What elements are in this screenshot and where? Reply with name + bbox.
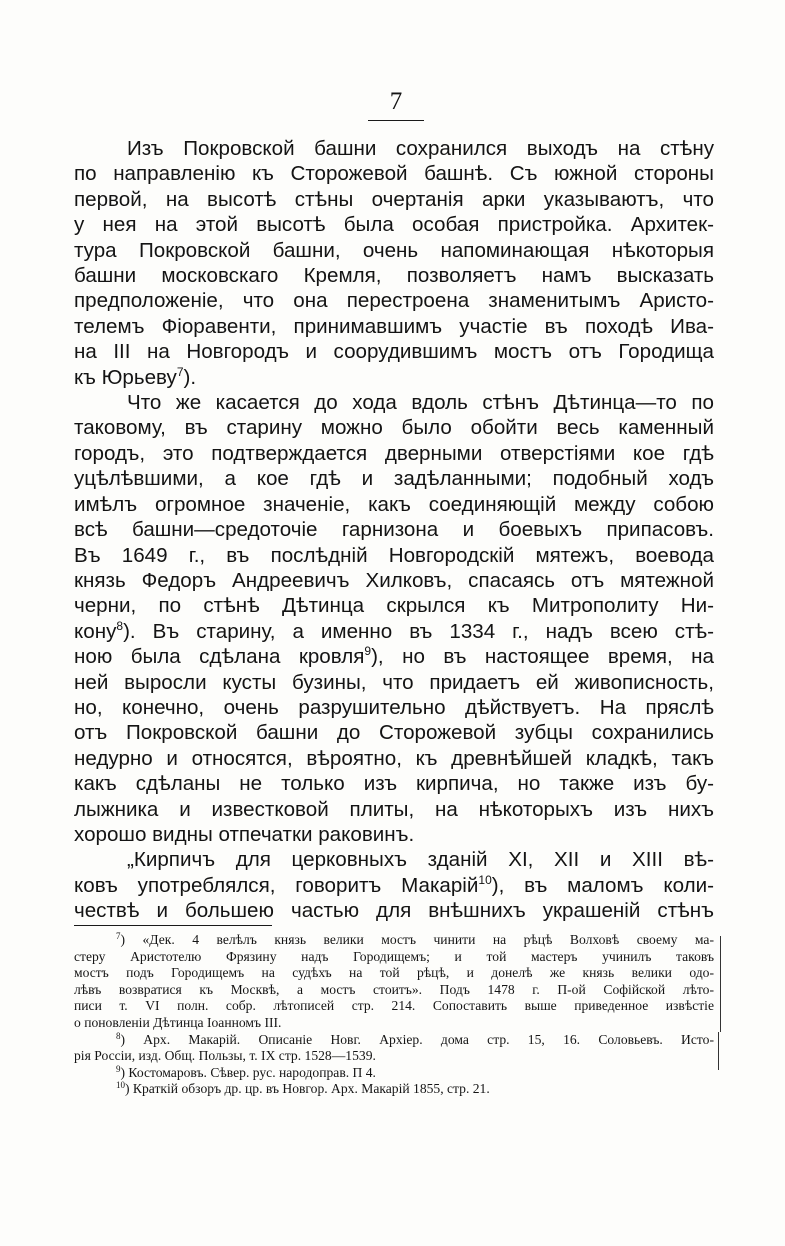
- paragraph-2: [74, 390, 714, 847]
- text-line: какъ сдѣланы не только изъ кирпича, но также изъ бу-: [74, 772, 714, 796]
- footnote-reference: 10: [478, 872, 492, 887]
- margin-mark: [720, 936, 721, 1032]
- footnote-marker: 9: [116, 1063, 121, 1074]
- text-fragment: ), но въ настоящее время, на: [371, 645, 714, 669]
- text-fragment: ) Арх. Макарій. Описаніе Новг. Архіер. дома стр. 15, 16. Соловьевъ. Исто-: [120, 1031, 714, 1047]
- text-line: [74, 873, 714, 898]
- footnote-line: писи т. VI полн. собр. лѣтописей стр. 214. Сопоставить выше приведенное извѣстіе: [74, 998, 714, 1014]
- footnote: [74, 1065, 714, 1082]
- text-line: [74, 365, 714, 390]
- text-line: черни, по стѣнѣ Дѣтинца скрылся къ Митрополиту Ни-: [74, 594, 714, 618]
- margin-mark: [718, 1032, 719, 1070]
- text-line: тура Покровской башни, очень напоминающая нѣкоторыя: [74, 238, 714, 262]
- text-fragment: къ Юрьеву: [74, 365, 177, 389]
- text-line: ней выросли кусты бузины, что придаетъ ей живописность,: [74, 670, 714, 694]
- text-line: отъ Покровской башни до Сторожевой зубцы сохранились: [74, 721, 714, 745]
- text-line: [74, 619, 714, 644]
- text-line: на III на Новгородъ и соорудившимъ мостъ отъ Городища: [74, 340, 714, 364]
- text-line: „Кирпичъ для церковныхъ зданій XI, XII и XIII вѣ-: [127, 848, 714, 872]
- footnote: [74, 1032, 714, 1065]
- text-fragment: ), въ маломъ коли-: [491, 873, 714, 897]
- text-line: у нея на этой высотѣ была особая пристройка. Архитек-: [74, 213, 714, 237]
- text-line: Что же касается до хода вдоль стѣнъ Дѣтинца—то по: [127, 391, 714, 415]
- footnote-line: рія Россіи, изд. Общ. Пользы, т. IX стр. 1528—1539.: [74, 1048, 376, 1064]
- footnote: [74, 1081, 714, 1098]
- footnote-marker: 8: [116, 1030, 121, 1041]
- text-line: лыжника и известковой плиты, на нѣкоторыхъ изъ нихъ: [74, 797, 714, 821]
- text-fragment: ) Костомаровъ. Сѣвер. рус. народоправ. П 4.: [120, 1064, 376, 1080]
- paragraph-3: [74, 847, 714, 923]
- text-line: первой, на высотѣ стѣны очертанія арки указываютъ, что: [74, 187, 714, 211]
- text-line: чествѣ и большею частью для внѣшнихъ украшеній стѣнъ: [74, 899, 714, 923]
- text-line: князь Федоръ Андреевичъ Хилковъ, спасаясь отъ мятежной: [74, 568, 714, 592]
- footnote-line: мостъ подъ Городищемъ на судѣхъ на той рѣцѣ, и донелѣ же князь велики одо-: [74, 965, 714, 981]
- footnote-reference: 7: [176, 364, 184, 379]
- text-fragment: ).: [183, 365, 197, 389]
- paragraph-1: [74, 136, 714, 390]
- footnote-line: лѣвъ возвратися къ Москвѣ, а мостъ стоитъ». Подъ 1478 г. П-ой Софійской лѣто-: [74, 981, 714, 997]
- text-line: телемъ Фіоравенти, принимавшимъ участіе въ походѣ Ива-: [74, 314, 714, 338]
- main-text: [74, 136, 714, 924]
- text-fragment: ковъ употреблялся, говоритъ Макарій: [74, 873, 479, 897]
- text-line: уцѣлѣвшими, а кое гдѣ и задѣланными; подобный ходъ: [74, 467, 714, 491]
- text-line: но, конечно, очень разрушительно дѣйствуетъ. На пряслѣ: [74, 695, 714, 719]
- footnote-line: стеру Аристотелю Фрязину надъ Городищемъ; и той мастеръ учинилъ таковъ: [74, 948, 714, 964]
- text-line: недурно и относятся, вѣроятно, къ древнѣйшей кладкѣ, такъ: [74, 746, 714, 770]
- text-line: башни московскаго Кремля, позволяетъ намъ высказать: [74, 264, 714, 288]
- footnote-line: [74, 1032, 714, 1049]
- text-line: [74, 644, 714, 669]
- footnote-separator: [74, 925, 272, 926]
- text-fragment: ) Краткій обзоръ др. цр. въ Новгор. Арх. Макарій 1855, стр. 21.: [125, 1081, 490, 1097]
- text-line: хорошо видны отпечатки раковинъ.: [74, 822, 415, 846]
- footnote-reference: 8: [116, 618, 124, 633]
- footnote-line: о поновленіи Дѣтинца Іоанномъ III.: [74, 1014, 282, 1030]
- footnote-line: [74, 932, 714, 949]
- footnote-line: [74, 1081, 714, 1098]
- text-fragment: ною была сдѣлана кровля: [74, 645, 365, 669]
- footnotes: [74, 932, 714, 1098]
- footnote-line: [74, 1065, 714, 1082]
- text-fragment: ) «Дек. 4 велѣлъ князь велики мостъ чинити на рѣцѣ Волховѣ своему ма-: [120, 932, 714, 947]
- text-fragment: кону: [74, 619, 117, 643]
- page-number: 7: [389, 88, 403, 115]
- text-line: имѣлъ огромное значеніе, какъ соединяющій между собою: [74, 492, 714, 516]
- text-line: Изъ Покровской башни сохранился выходъ на стѣну: [127, 137, 714, 160]
- text-line: по направленію къ Сторожевой башнѣ. Съ южной стороны: [74, 162, 714, 186]
- footnote-reference: 9: [364, 644, 372, 659]
- footnote: [74, 932, 714, 1032]
- text-line: всѣ башни—средоточіе гарнизона и боевыхъ припасовъ.: [74, 518, 714, 542]
- page-number-rule: [368, 120, 424, 121]
- text-fragment: ). Въ старину, а именно въ 1334 г., надъ всею стѣ-: [123, 619, 714, 643]
- footnote-marker: 10: [116, 1080, 125, 1091]
- footnote-marker: 7: [116, 931, 121, 941]
- text-line: таковому, въ старину можно было обойти весь каменный: [74, 416, 714, 440]
- text-line: Въ 1649 г., въ послѣдній Новгородскій мятежъ, воевода: [74, 543, 714, 567]
- text-line: городъ, это подтверждается дверными отверстіями кое гдѣ: [74, 441, 714, 465]
- text-line: предположеніе, что она перестроена знаменитымъ Аристо-: [74, 289, 714, 313]
